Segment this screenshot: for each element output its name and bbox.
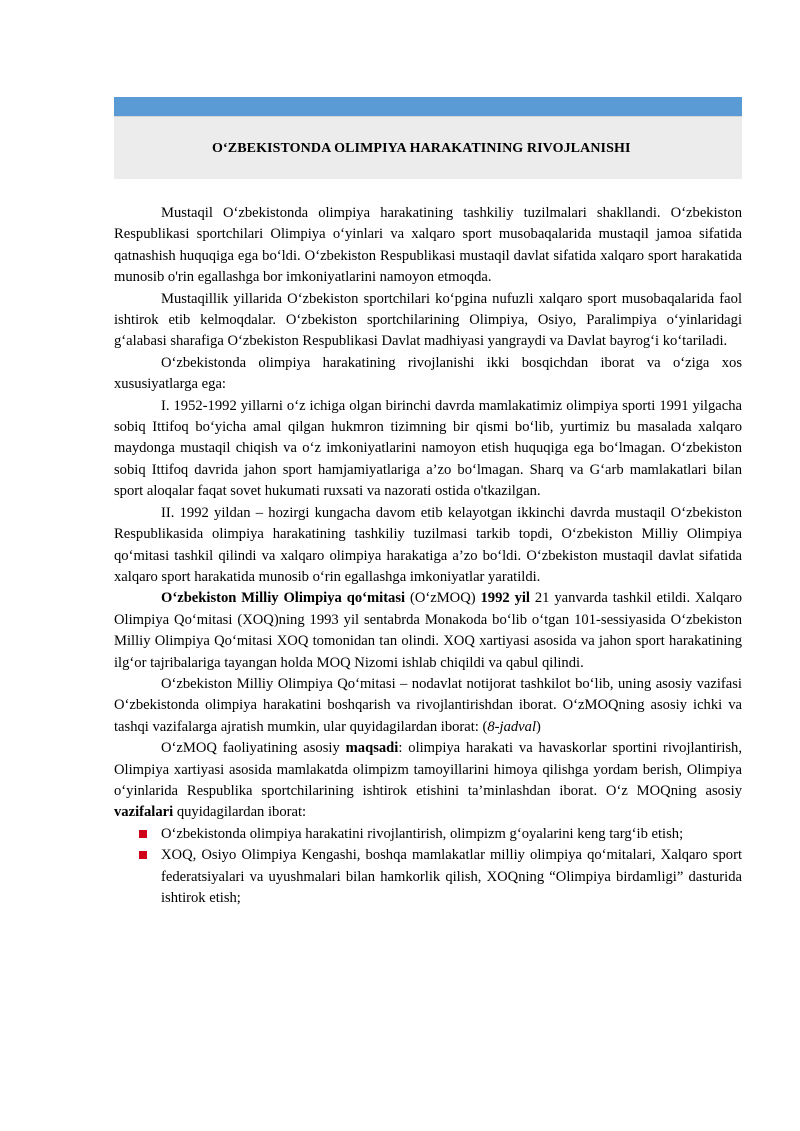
document-body — [114, 203, 742, 909]
list-item — [114, 824, 742, 845]
title-banner-body — [114, 116, 742, 179]
tasks-list — [114, 824, 742, 910]
committee-name-bold: O‘zbekiston Milliy Olimpiya qo‘mitasi — [161, 590, 406, 607]
paragraph: Mustaqillik yillarida O‘zbekiston sportchilari ko‘pgina nufuzli xalqaro sport musobaqalarida faol ishtirok etib kelmoqdalar. O‘zbekiston sportchilarining Olimpiya, Osiyo, Paralimpiya o‘yinlaridagi g‘alabasi sharafiga O‘zbekiston Respublikasi Davlat madhiyasi yangraydi va Davlat bayrog‘i ko‘tariladi. — [114, 290, 742, 350]
paragraph: II. 1992 yildan – hozirgi kungacha davom etib kelayotgan ikkinchi davrda mustaqil O‘zbekiston Respublikasida olimpiya harakatining tashkiliy tuzilmasi tarkib topdi, O‘zbekiston Milliy Olimpiya qo‘mitasi tashkil qilindi va xalqaro olimpiya harakatiga a’zo bo‘ldi. O‘zbekiston mustaqil davlat sifatida xalqaro sport harakatida munosib o‘rin egallashga imkoniyatlar yaratildi. — [114, 504, 742, 585]
text-run: (O‘zMOQ) — [405, 590, 481, 607]
paragraph-olympic-committee — [114, 588, 742, 674]
title-banner-accent-bar — [114, 97, 742, 116]
text-run: : olimpiya harakati va havaskorlar sportini rivojlantirish, Olimpiya xartiyasi asosida mamlakatda olimpizm tamoyillarini himoya qilishga yordam berish, Olimpiya o‘yinlarida Respublika sportchilarining ishtirok etishini ta’minlashdan iborat. O‘z MOQning asosiy — [114, 740, 743, 799]
page-title: O‘ZBEKISTONDA OLIMPIYA HARAKATINING RIVOJLANISHI — [212, 141, 631, 156]
list-item-text: XOQ, Osiyo Olimpiya Kengashi, boshqa mamlakatlar milliy olimpiya qo‘mitalari, Xalqaro sport federatsiyalari va uyushmalari bilan hamkorlik qilish, XOQning “Olimpiya birdamligi” dasturida ishtirok etish; — [161, 847, 742, 906]
paragraph: I. 1952-1992 yillarni o‘z ichiga olgan birinchi davrda mamlakatimiz olimpiya sporti 1991 yilgacha sobiq Ittifoq bo‘yicha amal qilgan hukmron tizimning bir qismi bo‘lib, yurtimiz bu masalada xalqaro maydonga mustaqil chiqish va o‘z imkoniyatlarini namoyon etish huquqiga ega bo‘lmagan. O‘zbekiston sobiq Ittifoq davrida jahon sport hamjamiyatlariga a’zo bo‘lmagan. Sharq va G‘arb mamlakatlari bilan sport aloqalar faqat sovet hukumati ruxsati va nazorati ostida o'tkazilgan. — [114, 397, 742, 500]
text-run: O‘zbekiston Milliy Olimpiya Qo‘mitasi – nodavlat notijorat tashkilot bo‘lib, uning asosiy vazifasi O‘zbekistonda olimpiya harakatini boshqarish va rivojlantirishdan iborat. O‘zMOQning asosiy ichki va tashqi vazifalarga ajratish mumkin, ular quyidagilardan iborat: ( — [114, 675, 742, 735]
text-run: ) — [536, 718, 541, 735]
square-bullet-icon — [139, 830, 147, 838]
text-run: 21 yanvarda tashkil etildi. Xalqaro Olimpiya Qo‘mitasi (XOQ)ning 1993 yil sentabrda Monakoda bo‘lib o‘tgan 101-sessiyasida O‘zbekiston Milliy Olimpiya Qo‘mitasi XOQ tomonidan tan olindi. XOQ xartiyasi asosida va jahon sport harakatining ilg‘or tajribalariga tayangan holda MOQ Nizomi ishlab chiqildi va qabul qilindi. — [114, 590, 743, 671]
list-item-text: O‘zbekistonda olimpiya harakatini rivojlantirish, olimpizm g‘oyalarini keng targ‘ib etish; — [161, 825, 684, 842]
square-bullet-icon — [139, 851, 147, 859]
table-reference-italic: 8-jadval — [487, 718, 537, 735]
title-banner — [114, 97, 742, 179]
paragraph-committee-role — [114, 674, 742, 738]
year-bold: 1992 yil — [480, 590, 530, 607]
list-item — [114, 845, 742, 909]
text-run: O‘zMOQ faoliyatining asosiy — [161, 740, 346, 757]
tasks-bold: vazifalari — [114, 804, 174, 821]
paragraph-committee-goal — [114, 738, 742, 824]
goal-bold: maqsadi — [345, 740, 399, 757]
paragraph: O‘zbekistonda olimpiya harakatining rivojlanishi ikki bosqichdan iborat va o‘ziga xos xususiyatlarga ega: — [114, 354, 742, 393]
paragraph: Mustaqil O‘zbekistonda olimpiya harakatining tashkiliy tuzilmalari shakllandi. O‘zbekiston Respublikasi sportchilari Olimpiya o‘yinlari va xalqaro sport musobaqalarida mustaqil jamoa sifatida qatnashish huquqiga ega bo‘ldi. O‘zbekiston Respublikasi mustaqil davlat sifatida xalqaro sport harakatida munosib o'rin egallashga bor imkoniyatlarini namoyon etmoqda. — [114, 205, 742, 286]
text-run: quyidagilardan iborat: — [173, 804, 307, 821]
